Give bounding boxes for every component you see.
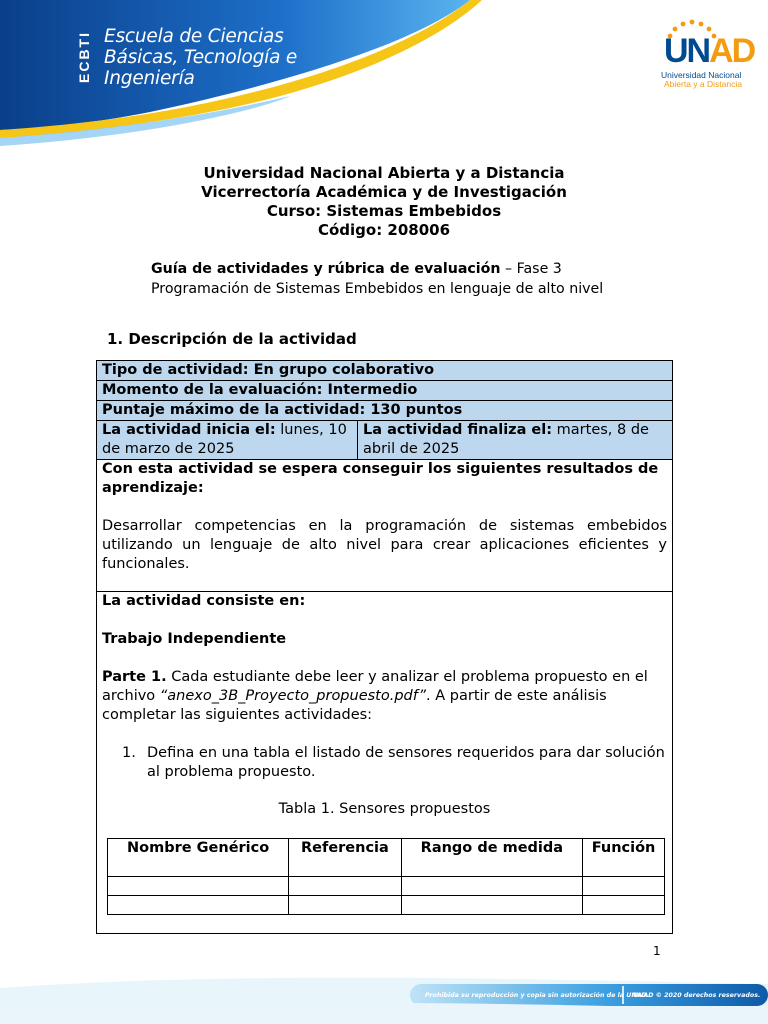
ecbti-label: ECBTI [76,31,92,83]
tipo-actividad: Tipo de actividad: En grupo colaborativo [97,361,673,381]
puntaje-maximo: Puntaje máximo de la actividad: 130 puntos [97,401,673,421]
guide-subtitle: Programación de Sistemas Embebidos en lenguaje de alto nivel [151,281,604,297]
archivo-anexo: “anexo_3B_Proyecto_propuesto.pdf” [159,688,427,704]
title-university: Universidad Nacional Abierta y a Distancia [203,164,565,182]
fecha-fin: La actividad finaliza el: martes, 8 de abril de 2025 [358,421,673,460]
resultados-label: Con esta actividad se espera conseguir los siguientes resultados de aprendizaje: [102,461,659,496]
title-course: Curso: Sistemas Embebidos [266,202,502,220]
logo-subtitle-2: Abierta y a Distancia [664,79,742,89]
title-vicerrectoria: Vicerrectoría Académica y de Investigación [201,183,567,201]
tabla-caption: Tabla 1. Sensores propuestos [278,801,491,817]
section-heading: 1. Descripción de la actividad [107,330,357,348]
fecha-inicio: La actividad inicia el: lunes, 10 de marzo de 2025 [97,421,358,460]
page-number: 1 [653,944,661,958]
unad-logo: UNAD Universidad Nacional Abierta y a Distancia [652,18,752,88]
parte-1: Parte 1. Cada estudiante debe leer y analizar el problema propuesto en el archivo “anexo_3B_Proyecto_propuesto.pdf”. A partir de este análisis completar las siguientes actividades: [102,669,648,723]
col-funcion: Función [583,839,665,877]
school-name-line1: Escuela de Ciencias [104,26,284,47]
list-item: 1. Defina en una tabla el listado de sensores requeridos para dar solución al problema propuesto. [122,745,665,780]
activity-table [96,360,673,934]
school-name [104,26,297,89]
guide-phase: – Fase 3 [500,261,562,277]
guide-title-bold: Guía de actividades y rúbrica de evaluación [151,261,501,277]
actividad-consiste [97,592,673,934]
school-name-line2: Básicas, Tecnología e [104,47,298,68]
school-name-line3: Ingeniería [104,68,195,89]
footer-rights: UNAD © 2020 derechos reservados. [633,992,761,999]
table-row [108,896,665,915]
trabajo-independiente: Trabajo Independiente [102,631,287,647]
consiste-label: La actividad consiste en: [102,593,306,609]
col-nombre-generico: Nombre Genérico [108,839,289,877]
momento-evaluacion: Momento de la evaluación: Intermedio [97,381,673,401]
document-title [0,164,768,240]
footer-copyright-notice: Prohibida su reproducción y copia sin autorización de la UNAD. [425,992,650,999]
title-code: Código: 208006 [317,221,451,239]
guide-title [151,259,711,299]
table-row [108,877,665,896]
resultados-aprendizaje [97,460,673,592]
col-referencia: Referencia [289,839,401,877]
sensores-table [107,838,665,915]
resultados-text: Desarrollar competencias en la programación de sistemas embebidos utilizando un lenguaje de alto nivel para crear aplicaciones eficientes y funcionales. [102,518,667,572]
logo-subtitle-1: Universidad Nacional [661,70,742,80]
col-rango-medida: Rango de medida [401,839,582,877]
